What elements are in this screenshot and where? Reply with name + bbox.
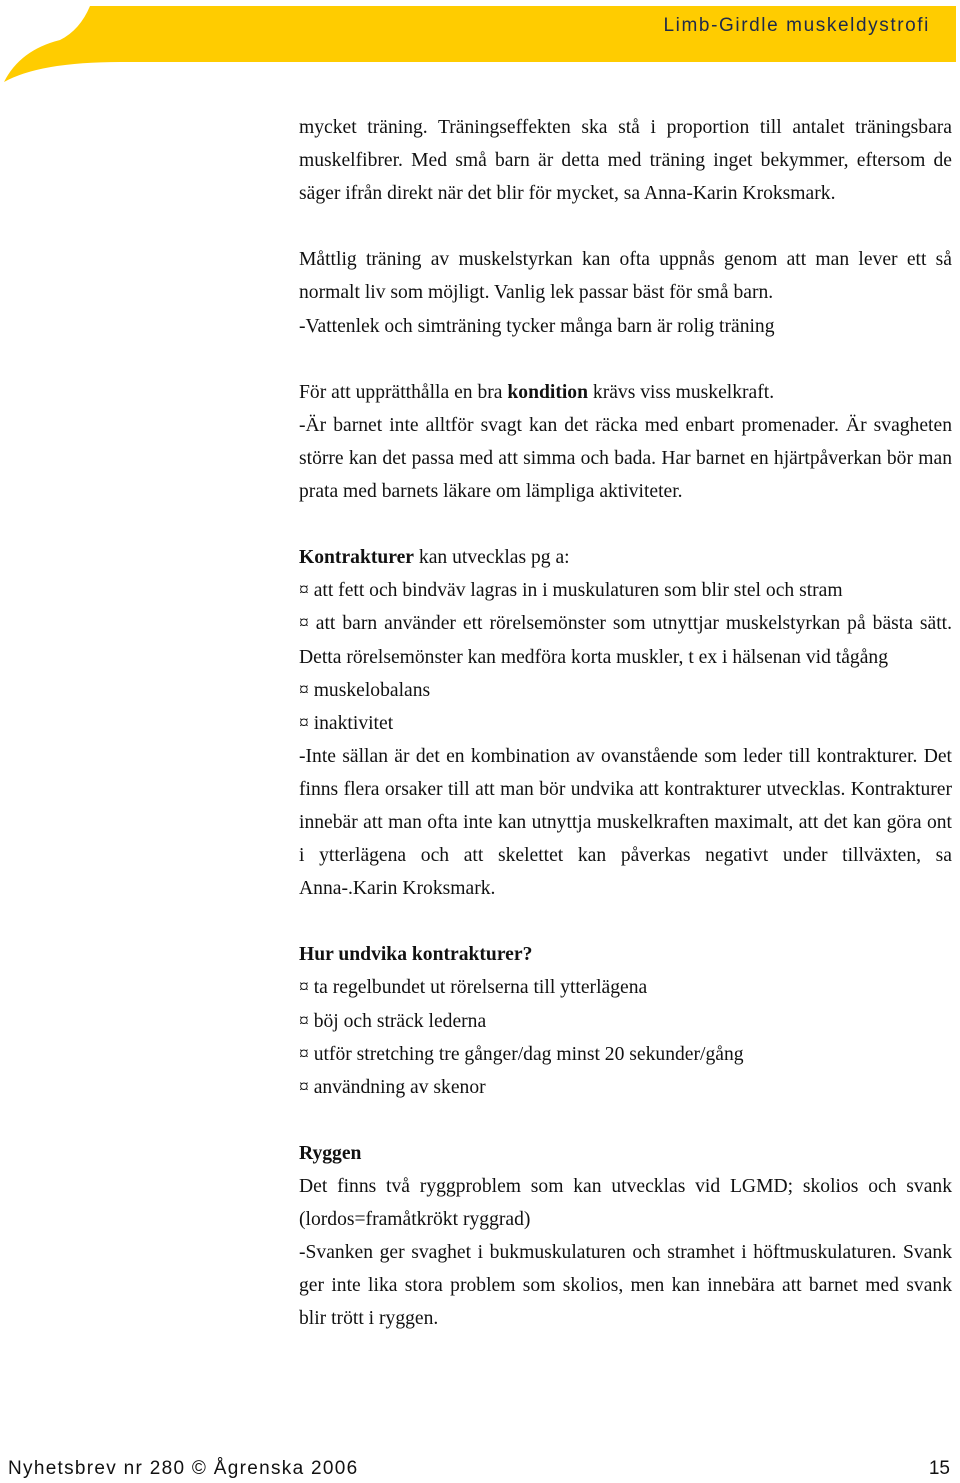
paragraph-moderate-training: Måttlig träning av muskelstyrkan kan ofta uppnås genom att man lever ett så normalt liv som möjligt. Vanlig lek passar bäst för små barn. bbox=[299, 249, 952, 304]
list-item: ¤ inaktivitet bbox=[299, 712, 394, 734]
paragraph-condition bbox=[299, 376, 952, 409]
list-item: ¤ att barn använder ett rörelsemönster som utnyttjar muskelstyrkan på bästa sätt. Detta rörelsemönster kan medföra korta muskler, t ex i hälsenan vid tågång bbox=[299, 613, 952, 668]
paragraph-intro: mycket träning. Träningseffekten ska stå i proportion till antalet träningsbara muskelfibrer. Med små barn är detta med träning inget bekymmer, eftersom de säger ifrån direkt när det blir för mycket, sa Anna-Karin Kroksmark. bbox=[299, 117, 952, 205]
heading-back bbox=[299, 1137, 952, 1170]
heading-avoid-text: Hur undvika kontrakturer? bbox=[299, 944, 533, 966]
heading-back-text: Ryggen bbox=[299, 1142, 362, 1164]
paragraph-lordosis: -Svanken ger svaghet i bukmuskulaturen och stramhet i höftmuskulaturen. Svank ger inte lika stora problem som skolios, men kan innebära att barnet med svank blir trött i ryggen. bbox=[299, 1242, 952, 1330]
list-item: ¤ böj och sträck lederna bbox=[299, 1010, 487, 1032]
contractures-intro: kan utvecklas pg a: bbox=[414, 547, 570, 569]
list-item: ¤ att fett och bindväv lagras in i muskulaturen som blir stel och stram bbox=[299, 580, 843, 602]
list-item: ¤ utför stretching tre gånger/dag minst 20 sekunder/gång bbox=[299, 1043, 744, 1065]
paragraph-contractures-combination: -Inte sällan är det en kombination av ovanstående som leder till kontrakturer. Det finns flera orsaker till att man bör undvika att kontrakturer utvecklas. Kontrakturer innebär att man ofta inte kan utnyttja muskelkraften maximalt, att det kan göra ont i ytterlägena och att skelettet kan påverkas negativt under tillväxten, sa Anna-.Karin Kroksmark. bbox=[299, 745, 952, 900]
condition-keyword: kondition bbox=[507, 381, 588, 403]
list-item: ¤ muskelobalans bbox=[299, 679, 431, 701]
page-number: 15 bbox=[928, 1458, 950, 1479]
paragraph-back-problems: Det finns två ryggproblem som kan utvecklas vid LGMD; skolios och svank (lordos=framåtkrökt ryggrad) bbox=[299, 1176, 952, 1231]
paragraph-walking-swimming: -Är barnet inte alltför svagt kan det räcka med enbart promenader. Är svagheten större kan det passa med att simma och bada. Har barnet en hjärtpåverkan bör man prata med barnets läkare om lämpliga aktiviteter. bbox=[299, 414, 952, 503]
condition-pre: För att upprätthålla en bra bbox=[299, 381, 508, 403]
list-item: ¤ ta regelbundet ut rörelserna till ytterlägena bbox=[299, 977, 648, 999]
footer-publication: Nyhetsbrev nr 280 © Ågrenska 2006 bbox=[8, 1458, 359, 1479]
article-body bbox=[299, 111, 952, 1335]
header-band bbox=[0, 0, 960, 90]
contractures-keyword: Kontrakturer bbox=[299, 547, 415, 569]
list-item: ¤ användning av skenor bbox=[299, 1076, 486, 1098]
paragraph-water-play: -Vattenlek och simträning tycker många barn är rolig träning bbox=[299, 315, 775, 337]
heading-contractures bbox=[299, 541, 952, 574]
running-title: Limb-Girdle muskeldystrofi bbox=[663, 15, 930, 36]
header-band-shape bbox=[0, 0, 960, 90]
heading-avoid-contractures bbox=[299, 938, 952, 971]
condition-post: krävs viss muskelkraft. bbox=[588, 381, 775, 403]
